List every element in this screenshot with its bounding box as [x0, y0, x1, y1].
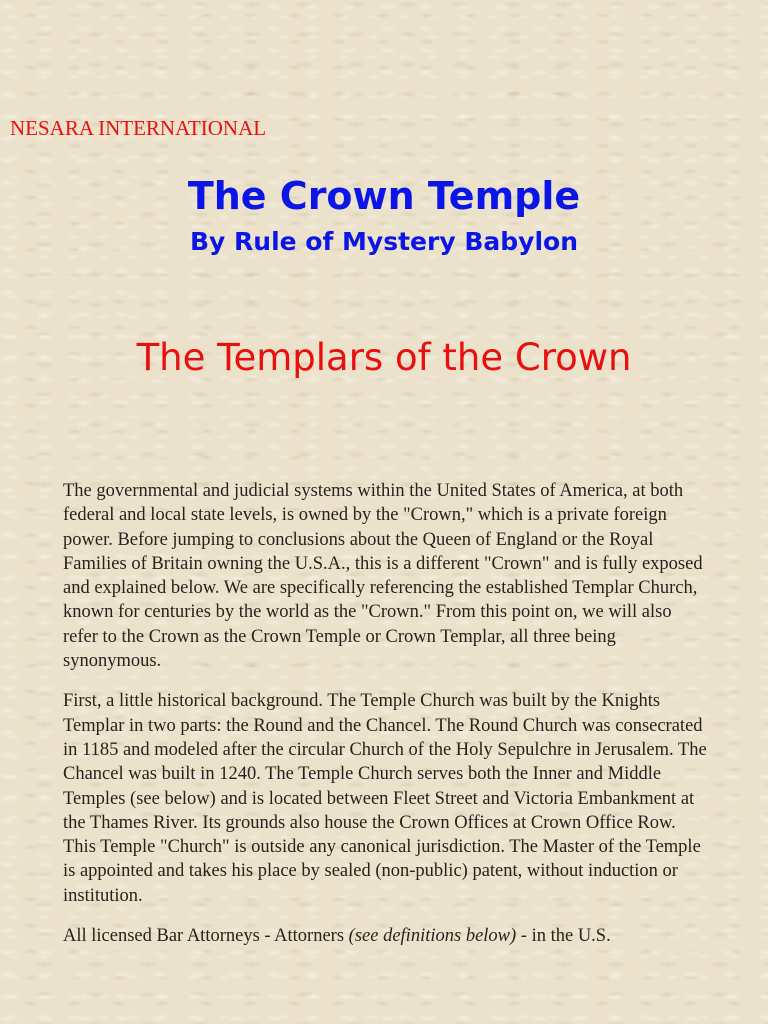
page-title: The Crown Temple	[187, 174, 581, 218]
page-subtitle: By Rule of Mystery Babylon	[189, 227, 579, 256]
paragraph-intro: The governmental and judicial systems within the United States of America, at both federal and local state levels, is owned by the "Crown," which is a private foreign power. Before jumping to conclusions about the Queen of England or the Royal Families of Britain owning the U.S.A., this is a different "Crown" and is fully exposed and explained below. We are specifically referencing the established Templar Church, known for centuries by the world as the "Crown." From this point on, we will also refer to the Crown as the Crown Temple or Crown Templar, all three being synonymous.	[63, 481, 703, 672]
site-name: NESARA INTERNATIONAL	[10, 116, 267, 140]
paragraph-attorneys	[63, 924, 708, 948]
definitions-reference: (see definitions below)	[348, 926, 517, 947]
article-body	[63, 479, 708, 964]
paragraph-history: First, a little historical background. The Temple Church was built by the Knights Templar in two parts: the Round and the Chancel. The Round Church was consecrated in 1185 and modeled after the circular Church of the Holy Sepulchre in Jerusalem. The Chancel was built in 1240. The Temple Church serves both the Inner and Middle Temples (see below) and is located between Fleet Street and Victoria Embankment at the Thames River. Its grounds also house the Crown Offices at Crown Office Row. This Temple "Church" is outside any canonical jurisdiction. The Master of the Temple is appointed and takes his place by sealed (non-public) patent, without induction or institution.	[63, 691, 707, 906]
section-heading: The Templars of the Crown	[136, 336, 632, 379]
paragraph-attorneys-end: - in the U.S.	[516, 926, 611, 947]
paragraph-attorneys-start: All licensed Bar Attorneys - Attorners	[63, 926, 349, 947]
